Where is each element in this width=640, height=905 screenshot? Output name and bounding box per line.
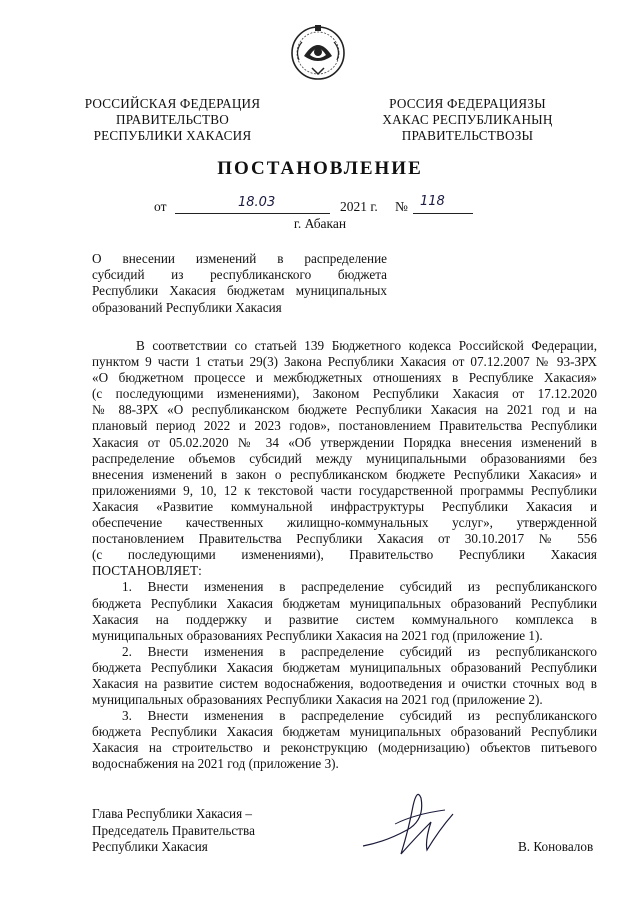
header-left-line-3: РЕСПУБЛИКИ ХАКАСИЯ [93, 128, 252, 143]
signatory-position-line-2: Председатель Правительства [92, 822, 255, 838]
body-line: Хакасия «Развитие коммунальной инфраструктуры Республики Хакасия и [92, 498, 597, 514]
number-handwritten: 118 [420, 194, 445, 209]
body-line: постановлением Правительства Республики Хакасия от 30.10.2017 № 556 [92, 531, 597, 547]
body-line: обеспечение качественных жилищно-коммунальных услуг», утвержденной [92, 515, 597, 531]
header-left-line-2: ПРАВИТЕЛЬСТВО [116, 112, 229, 127]
signatory-position-line-3: Республики Хакасия [92, 839, 208, 854]
header-left-line-1: РОССИЙСКАЯ ФЕДЕРАЦИЯ [84, 96, 261, 111]
body-line: пунктом 9 части 1 статьи 29(3) Закона Республики Хакасия от 07.12.2007 № 93-ЗРХ [92, 354, 597, 370]
item-2-line: муниципальных образованиях Республики Хакасия на 2021 год (приложение 2). [92, 692, 543, 708]
body-line: В соответствии со статьей 139 Бюджетного кодекса Российской Федерации, [136, 338, 597, 353]
body-line: (с последующими изменениями), Законом Республики Хакасия от 17.12.2020 [92, 386, 597, 402]
subject-line-3: Республики Хакасия бюджетам муниципальных [92, 283, 387, 299]
subject-line-2: субсидий из республиканского бюджета [92, 267, 387, 283]
body-line: № 88-ЗРХ «О республиканском бюджете Республики Хакасия на 2021 год и на [92, 402, 597, 418]
signatory-position [92, 806, 255, 856]
body-line: Хакасия от 05.02.2020 № 34 «Об утверждении Порядка внесения изменений в [92, 434, 597, 450]
body-line: приложениями 9, 10, 12 к текстовой части государственной программы Республики [92, 482, 597, 498]
item-2-line: бюджета Республики Хакасия бюджетам муниципальных образований Республики [92, 659, 597, 675]
signatory-position-line-1: Глава Республики Хакасия – [92, 806, 253, 821]
item-3-line: бюджета Республики Хакасия бюджетам муниципальных образований Республики [92, 724, 597, 740]
item-3-line: Хакасия на строительство и реконструкцию (модернизацию) объектов питьевого [92, 740, 597, 756]
body-line: распределение объемов субсидий между муниципальными образованиями без [92, 450, 597, 466]
date-from-label: от [154, 199, 167, 214]
document-title: ПОСТАНОВЛЕНИЕ [217, 158, 423, 179]
city-label: г. Абакан [293, 216, 347, 231]
item-2-line: 2. Внести изменения в распределение субсидий из республиканского [122, 643, 597, 659]
date-handwritten: 18.03 [238, 195, 276, 210]
body-line: «О бюджетном процессе и межбюджетных отношениях в Республике Хакасия» [92, 370, 597, 386]
subject-line-4: образований Республики Хакасия [92, 299, 282, 315]
header-right-line-3: ПРАВИТЕЛЬСТВОЗЫ [401, 128, 534, 143]
header-right [365, 96, 570, 144]
document-subject [92, 251, 387, 316]
body-line: (с последующими изменениями), Правительство Республики Хакасия [92, 547, 597, 563]
coat-of-arms-emblem [290, 22, 346, 82]
header-right-line-2: ХАКАС РЕСПУБЛИКАНЫҢ [382, 112, 553, 127]
year-label: 2021 г. [340, 199, 378, 214]
header-right-line-1: РОССИЯ ФЕДЕРАЦИЯЗЫ [389, 96, 546, 111]
body-line: плановый период 2022 и 2023 годов», постановлением Правительства Республики [92, 418, 597, 434]
item-2-line: Хакасия на развитие систем водоснабжения, водоотведения и очистки сточных вод в [92, 675, 597, 691]
subject-line-1: О внесении изменений в распределение [92, 251, 387, 266]
item-1-line: 1. Внести изменения в распределение субсидий из республиканского [122, 579, 597, 595]
body-line: внесения изменений в закон о республиканском бюджете Республики Хакасия» и [92, 466, 597, 482]
item-1-line: бюджета Республики Хакасия бюджетам муниципальных образований Республики [92, 595, 597, 611]
handwritten-signature [355, 784, 465, 864]
header-left [70, 96, 275, 144]
document-body [92, 338, 597, 773]
item-1-line: Хакасия на поддержку и развитие систем коммунального комплекса в [92, 611, 597, 627]
number-label: № [395, 199, 408, 214]
item-3-line: водоснабжения на 2021 год (приложение 3). [92, 756, 339, 772]
signatory-name: В. Коновалов [518, 839, 594, 854]
item-1-line: муниципальных образованиях Республики Хакасия на 2021 год (приложение 1). [92, 627, 543, 643]
item-3-line: 3. Внести изменения в распределение субсидий из республиканского [122, 708, 597, 724]
body-line-resolves: ПОСТАНОВЛЯЕТ: [92, 563, 202, 579]
